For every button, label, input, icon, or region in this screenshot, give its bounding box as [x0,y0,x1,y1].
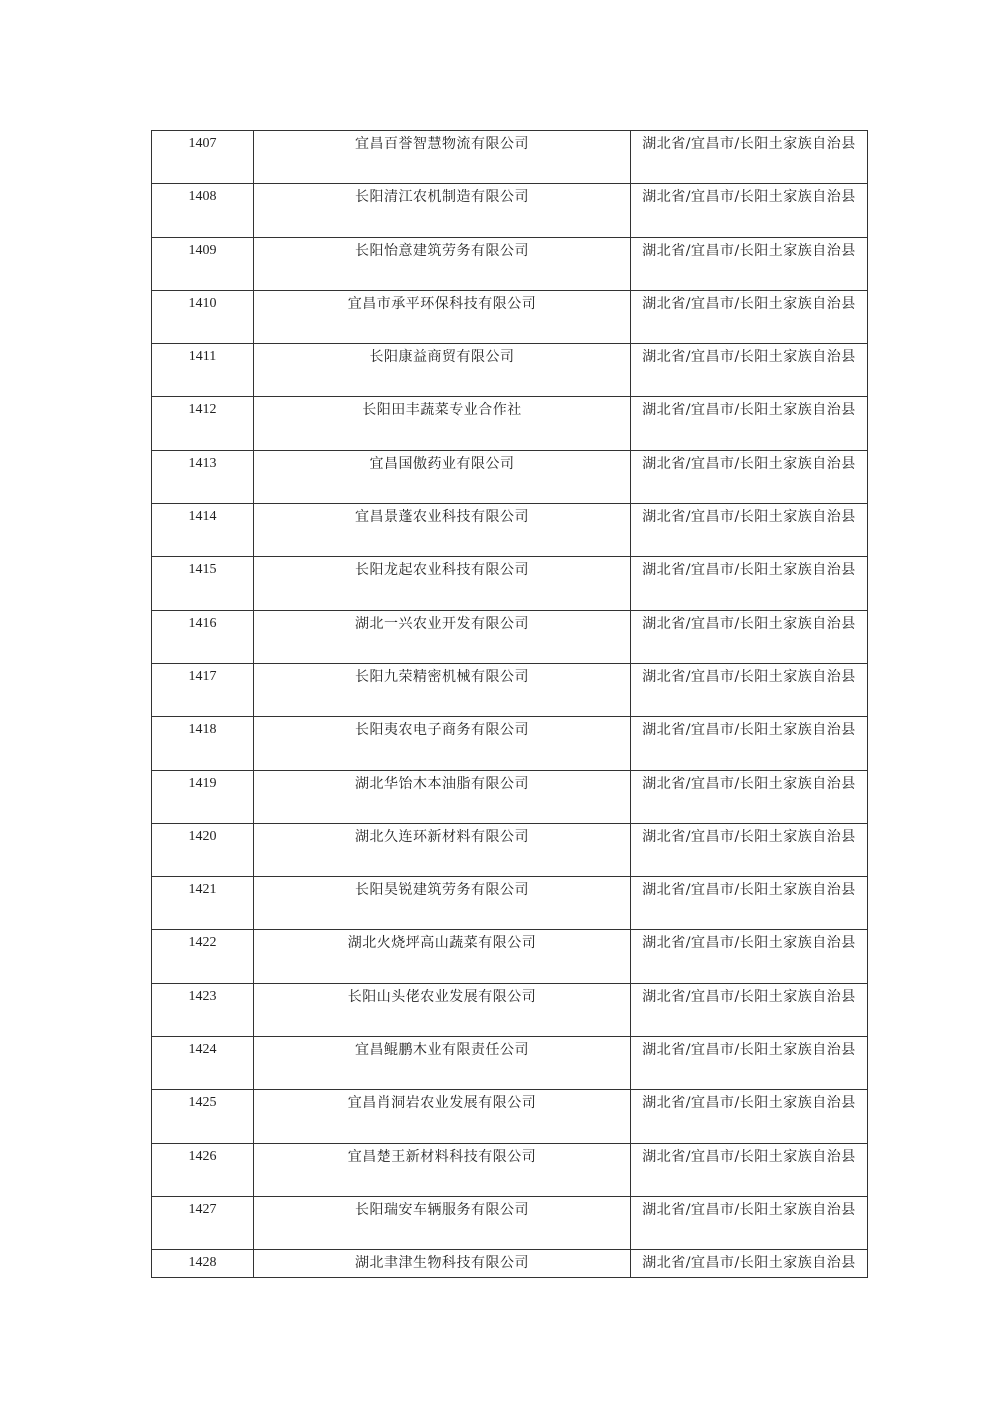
region-text: 湖北省/宜昌市/长阳土家族自治县 [642,562,856,579]
region-cell [631,450,868,503]
row-number: 1410 [152,290,254,343]
company-name: 湖北一兴农业开发有限公司 [254,610,631,663]
region-cell [631,610,868,663]
region-text: 湖北省/宜昌市/长阳土家族自治县 [642,136,856,152]
row-number: 1425 [152,1090,254,1143]
row-number: 1426 [152,1143,254,1196]
table-row [152,397,868,450]
region-text: 湖北省/宜昌市/长阳土家族自治县 [642,455,856,472]
region-cell [631,877,868,930]
region-text: 湖北省/宜昌市/长阳土家族自治县 [642,242,856,259]
region-text: 湖北省/宜昌市/长阳土家族自治县 [642,1095,856,1112]
region-cell [631,184,868,237]
region-text: 湖北省/宜昌市/长阳土家族自治县 [642,189,856,206]
row-number: 1407 [152,131,254,184]
row-number: 1422 [152,930,254,983]
table-row [152,504,868,557]
table-row [152,1037,868,1090]
table-row [152,770,868,823]
region-text: 湖北省/宜昌市/长阳土家族自治县 [642,722,856,739]
region-cell [631,504,868,557]
region-cell [631,290,868,343]
table-row [152,1250,868,1278]
table-row [152,717,868,770]
region-text: 湖北省/宜昌市/长阳土家族自治县 [642,988,856,1005]
region-cell [631,1250,868,1278]
table-row [152,184,868,237]
row-number: 1424 [152,1037,254,1090]
row-number: 1413 [152,450,254,503]
company-name: 长阳九荣精密机械有限公司 [254,663,631,716]
region-text: 湖北省/宜昌市/长阳土家族自治县 [642,509,856,526]
table-row [152,344,868,397]
region-cell [631,930,868,983]
company-name: 长阳山头佬农业发展有限公司 [254,983,631,1036]
company-name: 宜昌肖洞岩农业发展有限公司 [254,1090,631,1143]
region-cell [631,823,868,876]
company-name: 宜昌国傲药业有限公司 [254,450,631,503]
company-name: 宜昌百誉智慧物流有限公司 [254,131,631,184]
row-number: 1418 [152,717,254,770]
company-name: 湖北火烧坪高山蔬菜有限公司 [254,930,631,983]
table-row [152,663,868,716]
row-number: 1427 [152,1196,254,1249]
company-name: 长阳怡意建筑劳务有限公司 [254,237,631,290]
region-cell [631,557,868,610]
region-text: 湖北省/宜昌市/长阳土家族自治县 [642,295,856,312]
table-row [152,823,868,876]
row-number: 1419 [152,770,254,823]
table-row [152,1196,868,1249]
company-name: 湖北久连环新材料有限公司 [254,823,631,876]
company-list-table [151,130,868,1278]
table-row [152,610,868,663]
region-cell [631,131,868,184]
region-text: 湖北省/宜昌市/长阳土家族自治县 [642,828,856,845]
table-row [152,1090,868,1143]
region-cell [631,717,868,770]
region-text: 湖北省/宜昌市/长阳土家族自治县 [642,615,856,632]
region-cell [631,397,868,450]
table-row [152,237,868,290]
region-cell [631,344,868,397]
region-cell [631,237,868,290]
region-text: 湖北省/宜昌市/长阳土家族自治县 [642,1042,856,1059]
table-row [152,1143,868,1196]
table-body [152,131,868,1278]
row-number: 1421 [152,877,254,930]
company-name: 长阳龙起农业科技有限公司 [254,557,631,610]
company-name: 宜昌市承平环保科技有限公司 [254,290,631,343]
region-text: 湖北省/宜昌市/长阳土家族自治县 [642,668,856,685]
region-cell [631,663,868,716]
company-name: 湖北聿津生物科技有限公司 [254,1250,631,1278]
table-row [152,930,868,983]
table-row [152,450,868,503]
region-text: 湖北省/宜昌市/长阳土家族自治县 [642,775,856,792]
region-text: 湖北省/宜昌市/长阳土家族自治县 [642,935,856,952]
table-row [152,557,868,610]
region-cell [631,1037,868,1090]
company-name: 长阳田丰蔬菜专业合作社 [254,397,631,450]
company-name: 长阳瑞安车辆服务有限公司 [254,1196,631,1249]
row-number: 1415 [152,557,254,610]
table-row [152,877,868,930]
row-number: 1416 [152,610,254,663]
region-text: 湖北省/宜昌市/长阳土家族自治县 [642,402,856,419]
row-number: 1417 [152,663,254,716]
row-number: 1420 [152,823,254,876]
company-name: 长阳夷农电子商务有限公司 [254,717,631,770]
table-row [152,131,868,184]
row-number: 1423 [152,983,254,1036]
company-name: 长阳昊锐建筑劳务有限公司 [254,877,631,930]
row-number: 1409 [152,237,254,290]
company-name: 宜昌鲲鹏木业有限责任公司 [254,1037,631,1090]
region-cell [631,1143,868,1196]
region-text: 湖北省/宜昌市/长阳土家族自治县 [642,1201,856,1218]
region-cell [631,770,868,823]
region-cell [631,1196,868,1249]
company-name: 湖北华饴木本油脂有限公司 [254,770,631,823]
row-number: 1412 [152,397,254,450]
region-text: 湖北省/宜昌市/长阳土家族自治县 [642,1255,856,1272]
row-number: 1414 [152,504,254,557]
table-row [152,983,868,1036]
region-text: 湖北省/宜昌市/长阳土家族自治县 [642,882,856,899]
region-cell [631,983,868,1036]
region-text: 湖北省/宜昌市/长阳土家族自治县 [642,349,856,366]
row-number: 1408 [152,184,254,237]
company-name: 长阳清江农机制造有限公司 [254,184,631,237]
table-row [152,290,868,343]
region-cell [631,1090,868,1143]
region-text: 湖北省/宜昌市/长阳土家族自治县 [642,1148,856,1165]
company-name: 宜昌景蓬农业科技有限公司 [254,504,631,557]
company-name: 长阳康益商贸有限公司 [254,344,631,397]
row-number: 1428 [152,1250,254,1278]
row-number: 1411 [152,344,254,397]
company-name: 宜昌楚王新材料科技有限公司 [254,1143,631,1196]
